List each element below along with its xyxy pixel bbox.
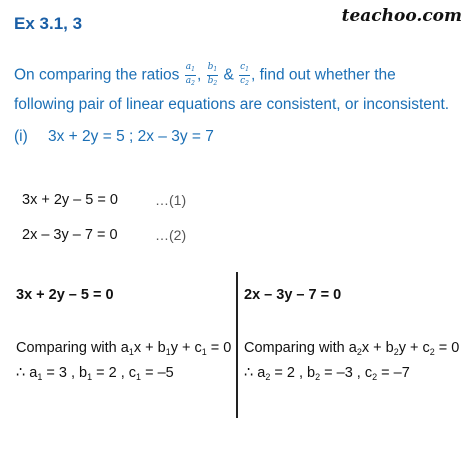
question-intro: On comparing the ratios xyxy=(14,66,180,84)
left-compare: Comparing with $a_1x + b_1y + c_1 = 0$ xyxy=(16,340,232,357)
right-compare: Comparing with $a_2x + b_2y + c_2 = 0$ xyxy=(244,340,460,357)
page-title: Ex 3.1, 3 xyxy=(14,14,83,33)
equation-1: 3x + 2y – 5 = 0 xyxy=(22,192,118,208)
equation-2: 2x – 3y – 7 = 0 xyxy=(22,227,118,243)
left-heading: 3x + 2y – 5 = 0 xyxy=(16,287,114,303)
ratio-c: $\frac{c_1}{c_2}$ xyxy=(240,62,249,87)
left-result: ∴ $a_1 = 3$ , $b_1 = 2$ , $c_1 = -5$ xyxy=(16,365,174,382)
teachoo-logo: teachoo.com xyxy=(341,6,462,26)
column-divider xyxy=(236,272,238,418)
equation-1-ref: …(1) xyxy=(155,192,187,208)
ratio-a: $\frac{a_1}{a_2}$ xyxy=(185,62,195,87)
equation-2-ref: …(2) xyxy=(155,227,187,243)
right-result: ∴ $a_2 = 2$ , $b_2 = -3$ , $c_2 = -7$ xyxy=(244,365,410,382)
question-part-text: 3x + 2y = 5 ; 2x – 3y = 7 xyxy=(48,128,214,145)
ratio-b: $\frac{b_1}{b_2}$ xyxy=(207,62,218,87)
question-intro-end: , find out whether the xyxy=(251,66,396,84)
question-line-1: On comparing the ratios $\frac{a_1}{a_2}$ , $\frac{b_1}{b_2}$ & $\frac{c_1}{c_2}$ , find out whether the xyxy=(14,62,396,87)
question-line-2: following pair of linear equations are consistent, or inconsistent. xyxy=(14,96,450,113)
right-heading: 2x – 3y – 7 = 0 xyxy=(244,287,342,303)
question-part-label: (i) xyxy=(14,128,28,145)
